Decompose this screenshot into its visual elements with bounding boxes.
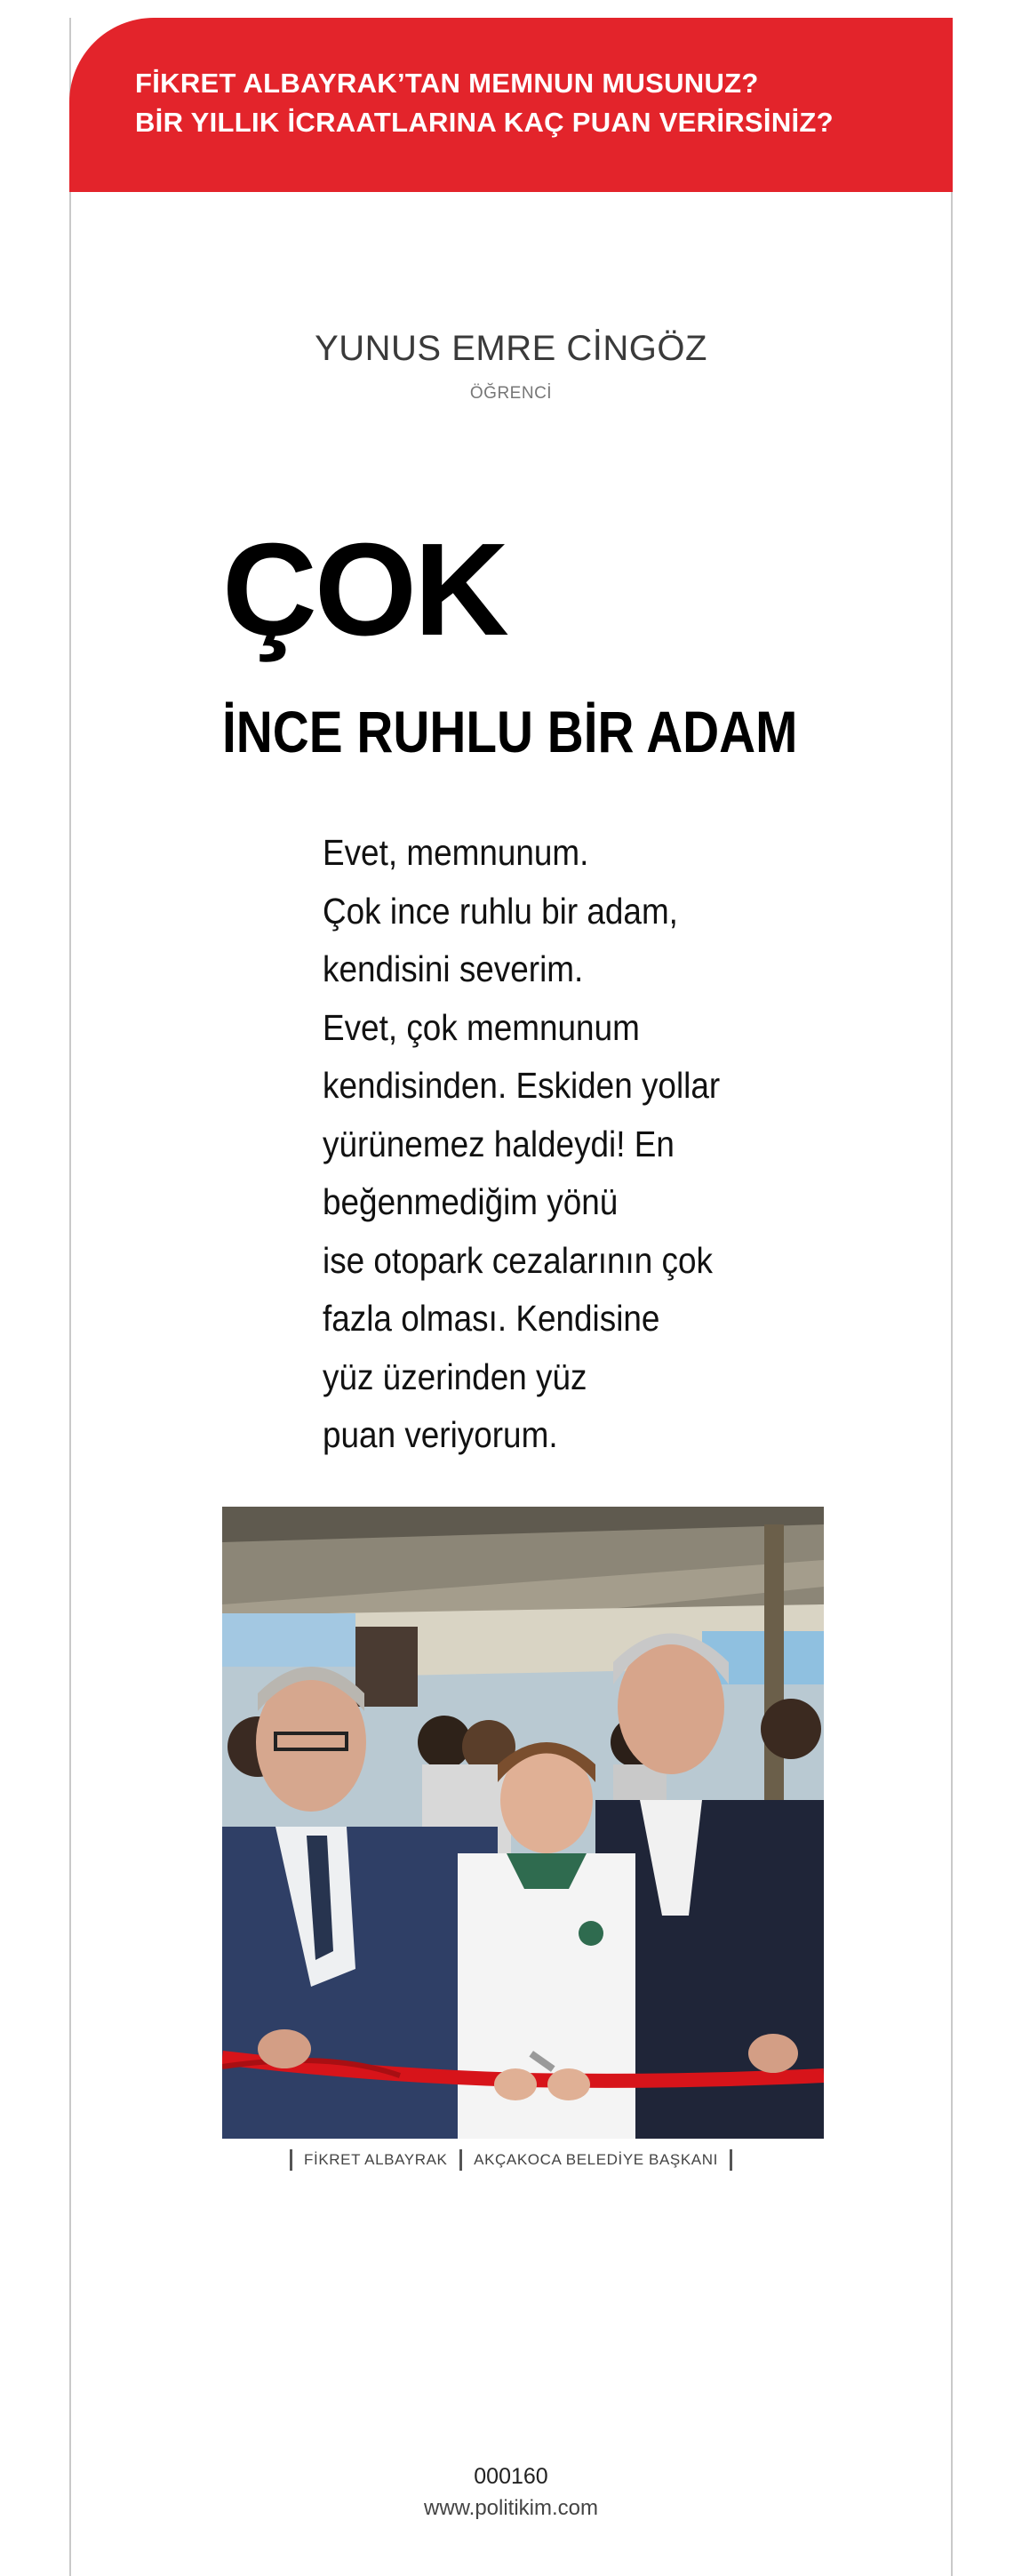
caption-divider — [290, 2149, 292, 2171]
answer-line: Çok ince ruhlu bir adam, — [323, 890, 678, 932]
ribbon-cutting-photo — [222, 1507, 824, 2139]
caption-name: FİKRET ALBAYRAK — [304, 2151, 448, 2168]
answer-line: yüz üzerinden yüz — [323, 1356, 587, 1397]
headline-sub: İNCE RUHLU BİR ADAM — [222, 699, 798, 764]
banner-question-line-2: BİR YILLIK İCRAATLARINA KAÇ PUAN VERİRSİNİZ? — [135, 107, 834, 138]
author-name: YUNUS EMRE CİNGÖZ — [315, 329, 707, 368]
headline-big: ÇOK — [222, 516, 507, 663]
answer-line: yürünemez haldeydi! En — [323, 1123, 675, 1164]
answer-line: kendisinden. Eskiden yollar — [323, 1065, 721, 1106]
footer-code: 000160 — [474, 2464, 548, 2489]
answer-line: beğenmediğim yönü — [323, 1181, 619, 1222]
answer-line: fazla olması. Kendisine — [323, 1298, 660, 1339]
question-banner — [69, 18, 953, 192]
author-role: ÖĞRENCİ — [469, 384, 553, 403]
answer-line: Evet, çok memnunum — [323, 1006, 640, 1048]
answer-text — [323, 824, 820, 1465]
banner-question-line-1: FİKRET ALBAYRAK’TAN MEMNUN MUSUNUZ? — [135, 68, 759, 99]
answer-line: Evet, memnunum. — [323, 832, 589, 873]
answer-line: kendisini severim. — [323, 948, 584, 989]
photo-caption — [0, 2149, 1022, 2171]
answer-line: ise otopark cezalarının çok — [323, 1239, 713, 1281]
caption-divider — [459, 2149, 462, 2171]
answer-line: puan veriyorum. — [323, 1414, 558, 1455]
caption-divider — [730, 2149, 732, 2171]
caption-title: AKÇAKOCA BELEDİYE BAŞKANI — [474, 2151, 718, 2168]
footer-url[interactable]: www.politikim.com — [423, 2496, 599, 2520]
ribbon-cutting-photo-illustration — [222, 1507, 824, 2139]
